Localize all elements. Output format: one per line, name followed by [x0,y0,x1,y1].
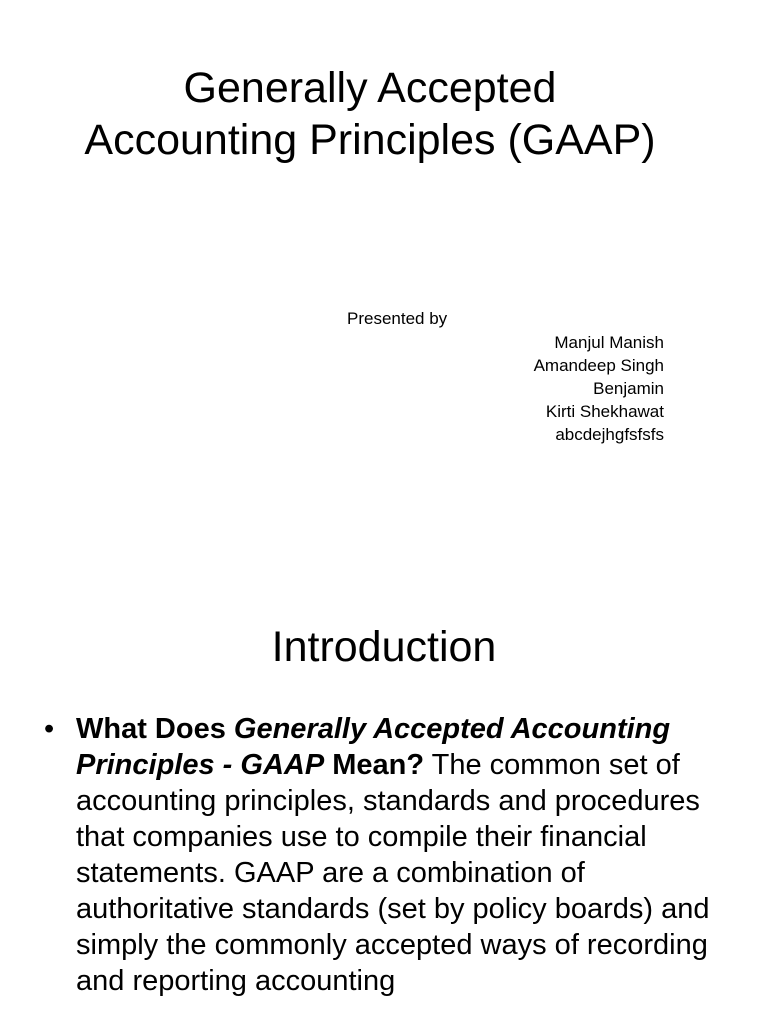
bullet-list [44,711,734,999]
slide-title: Introduction [271,623,497,671]
question-suffix: Mean? [324,749,425,781]
presenter-name: Benjamin [593,379,664,398]
presenter-name: Manjul Manish [554,333,664,352]
presenter-name: Kirti Shekhawat [545,402,664,421]
title-line-1: Generally Accepted [183,64,557,112]
definition-text: The common set of accounting principles, standards and procedures that companies use to compile their financial statements. GAAP are a combination of authoritative standards (set by policy boards) and simply the commonly accepted ways of recording and reporting accounting [76,749,710,997]
presenter-list [534,331,664,446]
bullet-item [44,711,734,999]
slide-introduction [0,575,768,1024]
presented-by-label: Presented by [347,309,448,328]
question-term: Generally Accepted Accounting Principles - GAAP [76,713,671,781]
question-prefix: What Does [76,713,234,745]
title-line-2: Accounting Principles (GAAP) [84,116,656,164]
presenter-name: abcdejhgfsfsfs [555,425,664,444]
presentation-title [0,62,740,166]
presenter-name: Amandeep Singh [533,356,664,375]
bullet-icon: • [44,713,55,745]
